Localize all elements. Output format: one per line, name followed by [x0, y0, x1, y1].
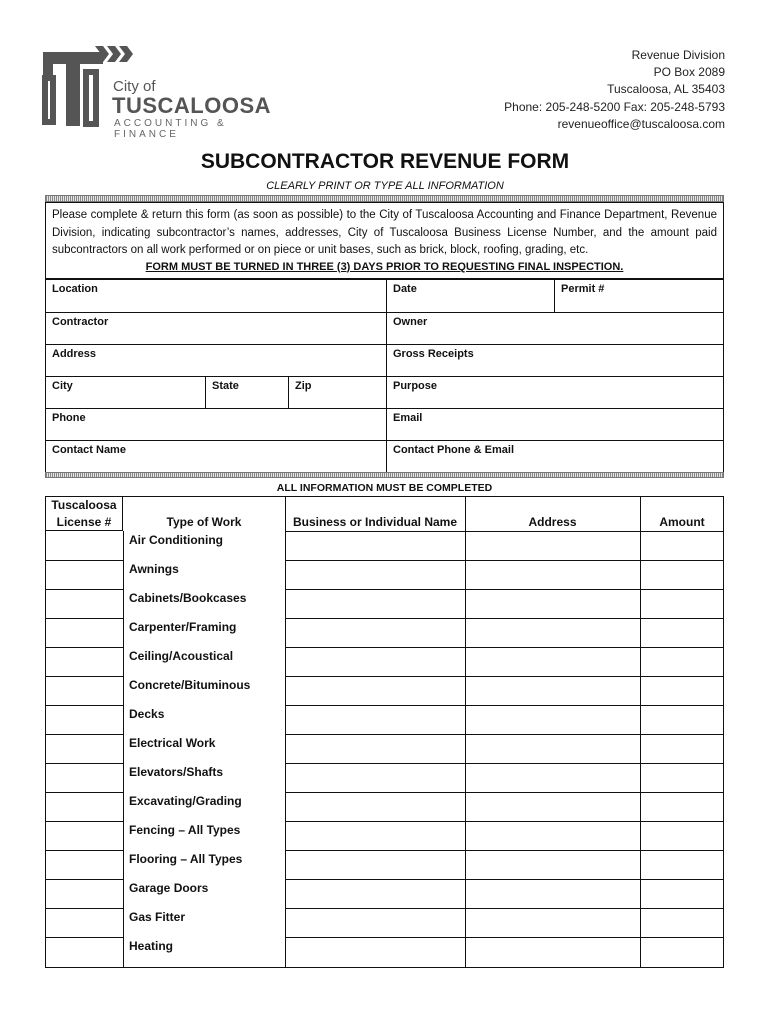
work-type-label: Carpenter/Framing [129, 620, 237, 634]
permit-field[interactable] [555, 280, 723, 313]
contact-phone-email-field[interactable] [387, 441, 723, 472]
work-type-label: Cabinets/Bookcases [129, 591, 247, 605]
table-row[interactable] [45, 618, 123, 619]
address-line: PO Box 2089 [653, 65, 725, 80]
table-row[interactable] [285, 763, 724, 764]
table-row[interactable] [285, 792, 724, 793]
work-type-label: Flooring – All Types [129, 852, 243, 866]
location-label: Location [52, 283, 98, 295]
header-address: Address [528, 515, 577, 529]
work-type-label: Ceiling/Acoustical [129, 649, 234, 663]
logo-subtitle: ACCOUNTING & FINANCE [114, 118, 227, 140]
header-amount: Amount [659, 515, 705, 529]
table-row[interactable] [45, 560, 123, 561]
purpose-field[interactable] [387, 377, 723, 409]
table-row[interactable] [45, 705, 123, 706]
table-row[interactable] [45, 589, 123, 590]
contractor-field[interactable] [46, 313, 387, 345]
table-row[interactable] [285, 850, 724, 851]
zip-field[interactable] [289, 377, 387, 409]
logo-city-of: City of [113, 78, 156, 95]
work-type-label: Air Conditioning [129, 533, 223, 547]
work-type-label: Heating [129, 939, 174, 953]
phone-field[interactable] [46, 409, 387, 441]
owner-field[interactable] [387, 313, 723, 345]
table-row[interactable] [45, 937, 123, 938]
header-divider [285, 531, 724, 532]
address-line: revenueoffice@tuscaloosa.com [557, 116, 725, 131]
header-type-of-work: Type of Work [166, 515, 242, 529]
deadline-notice: FORM MUST BE TURNED IN THREE (3) DAYS PRIOR TO REQUESTING FINAL INSPECTION. [145, 260, 624, 273]
table-row[interactable] [285, 647, 724, 648]
address-label: Address [52, 348, 97, 360]
header-license [46, 497, 123, 531]
contract-info-grid [45, 279, 724, 472]
table-row[interactable] [45, 763, 123, 764]
permit-label: Permit # [561, 283, 605, 295]
date-field[interactable] [387, 280, 555, 313]
city-field[interactable] [46, 377, 206, 409]
form-subtitle: CLEARLY PRINT OR TYPE ALL INFORMATION [266, 180, 504, 192]
address-line: Tuscaloosa, AL 35403 [607, 82, 725, 97]
table-row[interactable] [285, 908, 724, 909]
city-label: City [52, 380, 73, 392]
column-divider [285, 496, 286, 968]
column-divider [640, 496, 641, 968]
revenue-address [504, 47, 725, 133]
table-row[interactable] [45, 647, 123, 648]
table-row[interactable] [285, 734, 724, 735]
table-row[interactable] [45, 676, 123, 677]
email-field[interactable] [387, 409, 723, 441]
contractor-label: Contractor [52, 316, 109, 328]
header-license-line2: License # [56, 515, 112, 529]
work-type-label: Elevators/Shafts [129, 765, 224, 779]
table-row[interactable] [285, 821, 724, 822]
gross-receipts-label: Gross Receipts [393, 348, 474, 360]
table-row[interactable] [285, 560, 724, 561]
work-type-label: Excavating/Grading [129, 794, 242, 808]
table-row[interactable] [285, 937, 724, 938]
table-row[interactable] [45, 850, 123, 851]
address-line: Phone: 205-248-5200 Fax: 205-248-5793 [504, 99, 725, 114]
purpose-label: Purpose [393, 380, 438, 392]
contact-name-label: Contact Name [52, 444, 126, 456]
table-row[interactable] [285, 879, 724, 880]
table-row[interactable] [45, 734, 123, 735]
work-type-label: Electrical Work [129, 736, 216, 750]
logo-name: TUSCALOOSA [112, 93, 271, 118]
zip-label: Zip [295, 380, 312, 392]
table-row[interactable] [45, 879, 123, 880]
table-row[interactable] [285, 705, 724, 706]
table-banner: ALL INFORMATION MUST BE COMPLETED [276, 482, 493, 494]
date-label: Date [393, 283, 417, 295]
table-row[interactable] [45, 792, 123, 793]
location-field[interactable] [46, 280, 387, 313]
work-type-label: Concrete/Bituminous [129, 678, 251, 692]
table-row[interactable] [285, 618, 724, 619]
instructions-text: Please complete & return this form (as soon as possible) to the City of Tuscaloosa Accounting and Finance Department, Revenue Division, indicating subcontractor’s names, addresses, City of Tuscaloosa Business License Number, and the amount paid subcontractors on all work performed or on piece or unit bases, such as brick, block, roofing, grading, etc. [52, 209, 717, 256]
address-line: Revenue Division [631, 48, 725, 62]
gross-receipts-field[interactable] [387, 345, 723, 377]
header-license-line1: Tuscaloosa [51, 498, 117, 512]
work-type-label: Gas Fitter [129, 910, 186, 924]
work-type-label: Decks [129, 707, 165, 721]
column-divider [123, 531, 124, 968]
contact-name-field[interactable] [46, 441, 387, 472]
column-divider [465, 496, 466, 968]
email-label: Email [393, 412, 423, 424]
work-type-label: Garage Doors [129, 881, 209, 895]
table-row[interactable] [45, 908, 123, 909]
table-row[interactable] [45, 821, 123, 822]
divider-hatch [45, 472, 724, 478]
work-type-label: Awnings [129, 562, 179, 576]
header-business-name: Business or Individual Name [292, 515, 458, 529]
phone-label: Phone [52, 412, 86, 424]
form-title: SUBCONTRACTOR REVENUE FORM [200, 150, 570, 173]
address-field[interactable] [46, 345, 387, 377]
work-type-label: Fencing – All Types [129, 823, 241, 837]
state-field[interactable] [206, 377, 289, 409]
instructions-box [45, 202, 724, 279]
state-label: State [212, 380, 239, 392]
table-row[interactable] [285, 589, 724, 590]
contact-phone-email-label: Contact Phone & Email [393, 444, 515, 456]
table-row[interactable] [285, 676, 724, 677]
owner-label: Owner [393, 316, 428, 328]
city-logo [40, 42, 280, 140]
divider-hatch [45, 195, 724, 202]
